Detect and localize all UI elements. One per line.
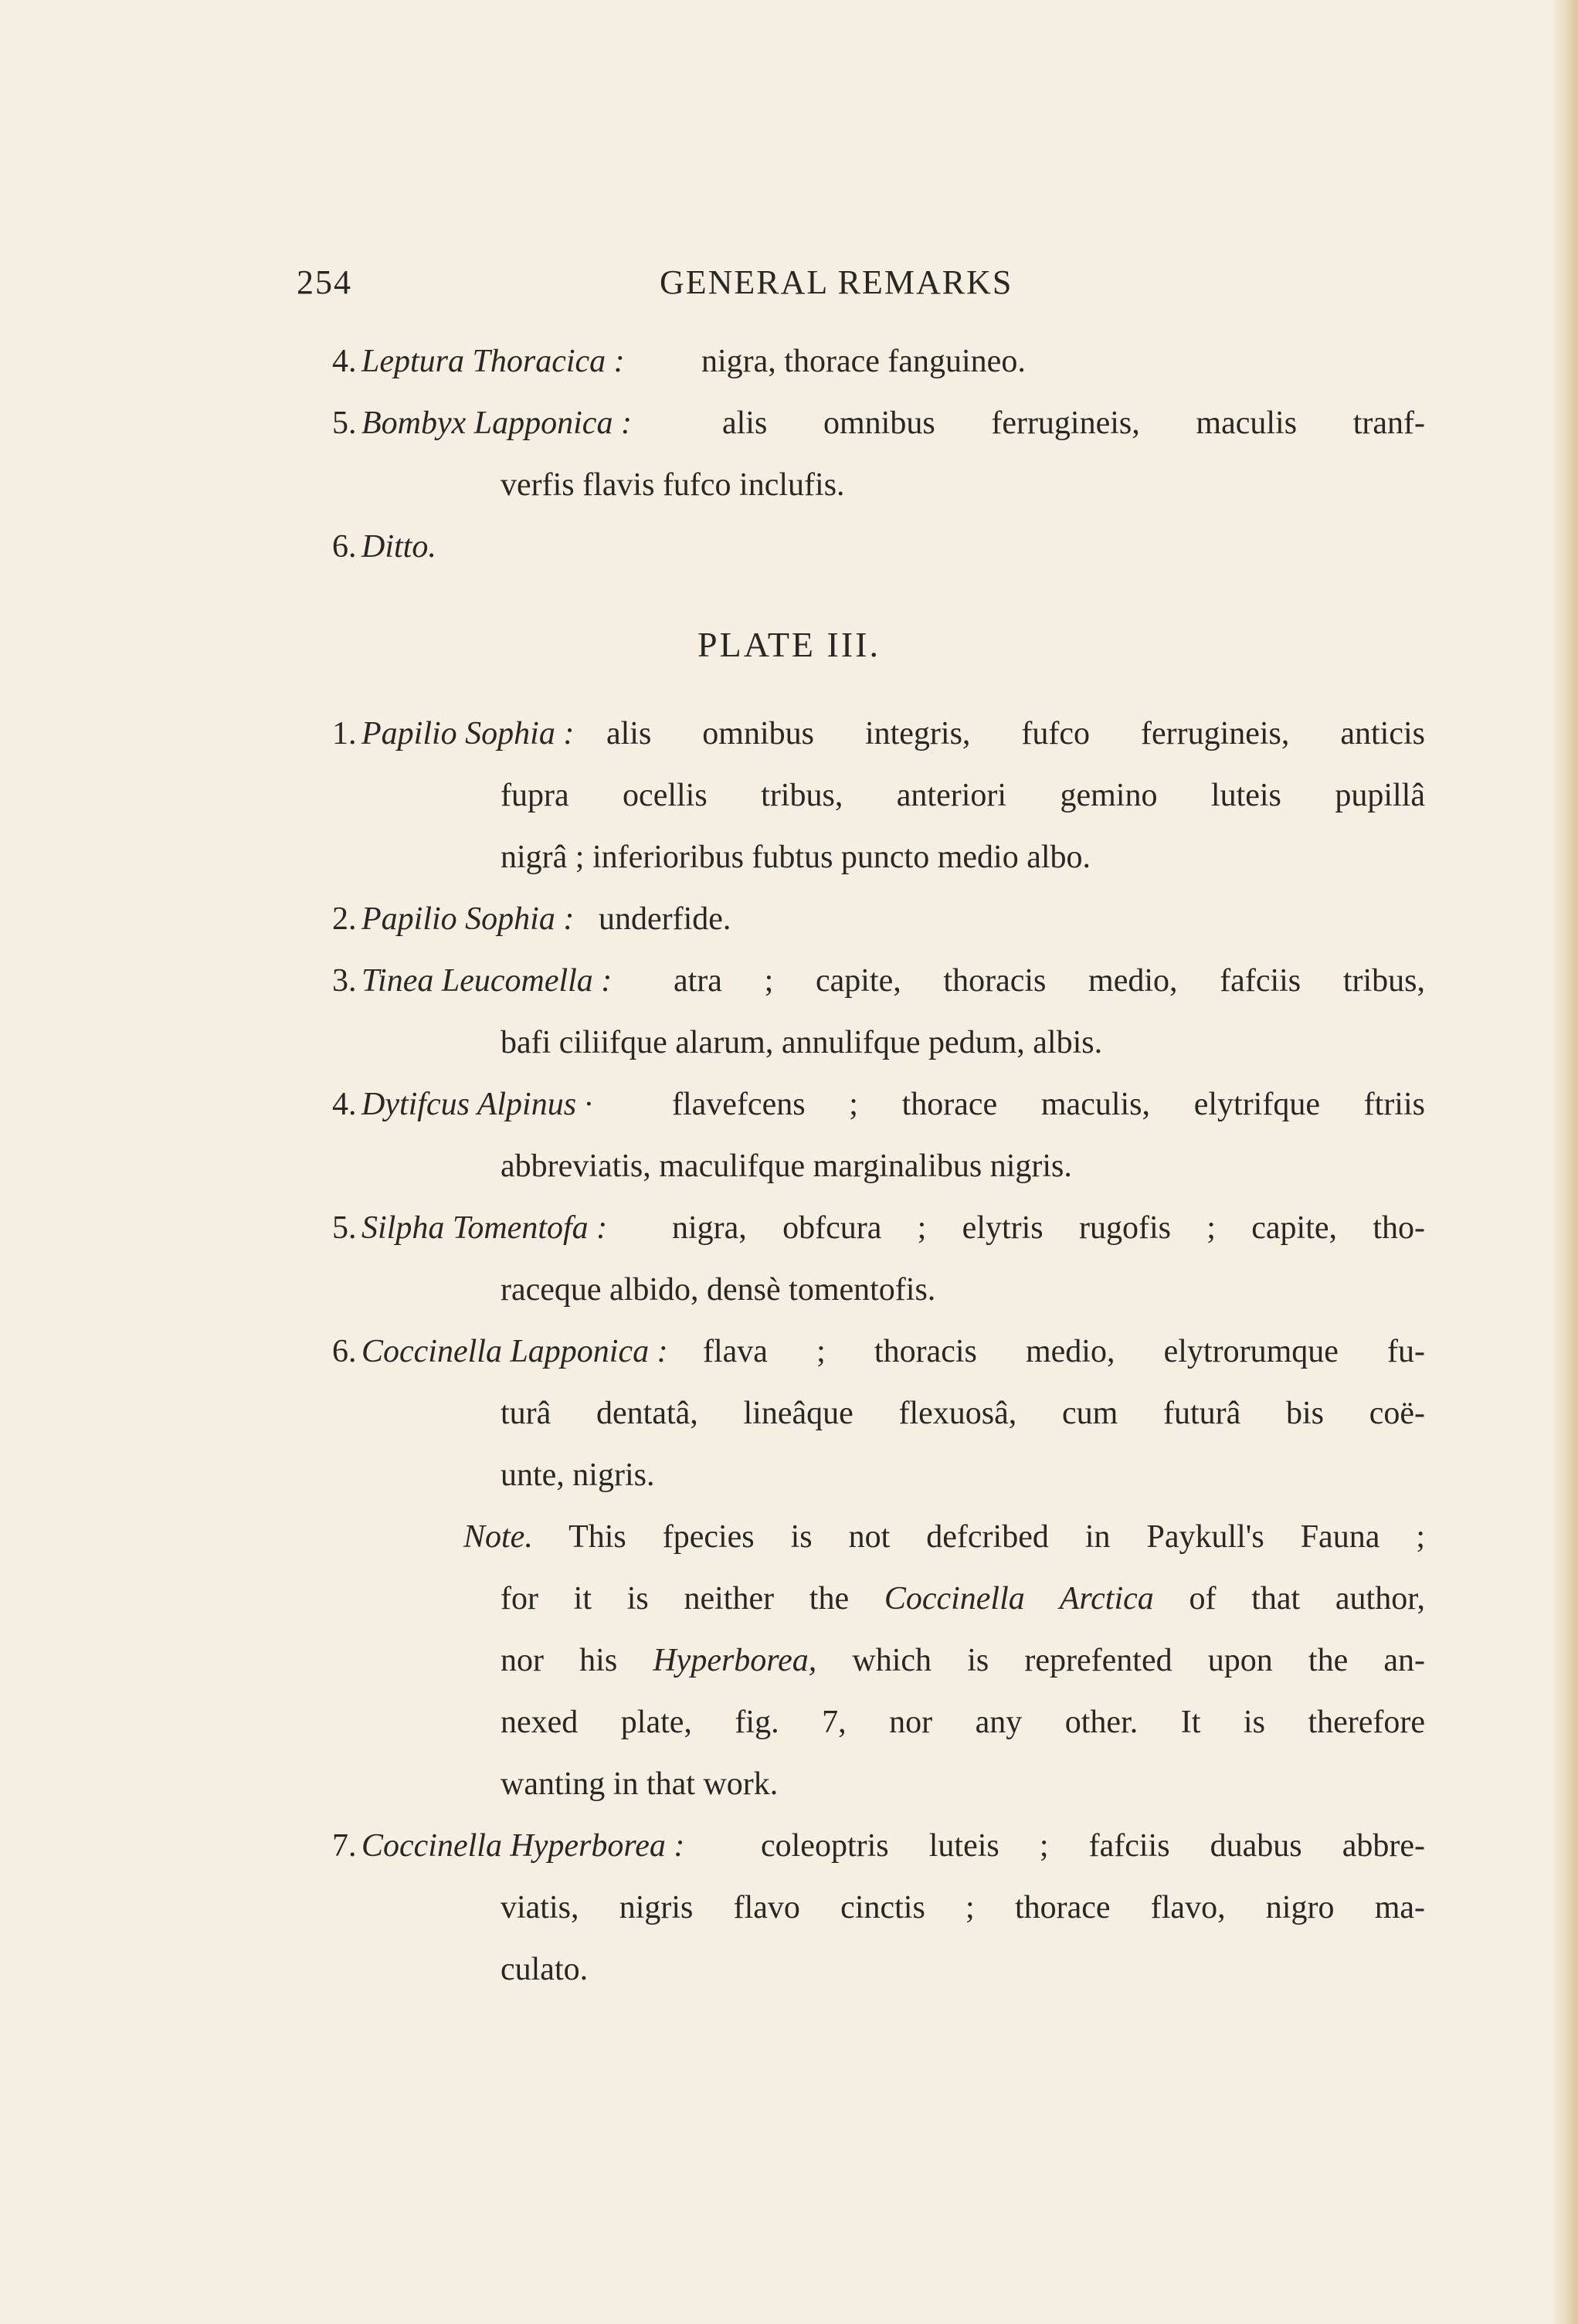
page-edge-shading bbox=[1552, 0, 1578, 2324]
note-species-ref: Hyperborea, bbox=[653, 1643, 817, 1678]
note-text: for it is neither the bbox=[501, 1581, 850, 1617]
plate-entry-4 bbox=[332, 1074, 1429, 1197]
note-text: This fpecies is not defcribed in Paykull's Fauna ; bbox=[568, 1519, 1425, 1555]
species-name: Coccinella Hyperborea : bbox=[361, 1828, 685, 1864]
species-name: Ditto. bbox=[361, 529, 436, 565]
entry-number: 4. bbox=[332, 344, 357, 379]
species-name: Silpha Tomentofa : bbox=[361, 1210, 608, 1246]
species-name: Bombyx Lapponica : bbox=[361, 405, 632, 441]
note-label: Note. bbox=[463, 1519, 533, 1555]
entry-description-line: fupra ocellis tribus, anteriori gemino luteis pupillâ bbox=[501, 778, 1425, 813]
entry-number: 7. bbox=[332, 1828, 357, 1864]
entry-description-line: underfide. bbox=[599, 901, 731, 937]
entry-number: 1. bbox=[332, 716, 357, 751]
entry-description-line: atra ; capite, thoracis medio, fafciis tribus, bbox=[674, 963, 1425, 999]
species-name: Leptura Thoracica : bbox=[361, 344, 625, 379]
entry-description-line: unte, nigris. bbox=[501, 1457, 655, 1493]
entry-description: nigra, thorace fanguineo. bbox=[701, 344, 1026, 379]
note-line-5: wanting in that work. bbox=[501, 1766, 779, 1802]
note-line-2 bbox=[501, 1568, 1425, 1630]
entry-description-line: bafi ciliifque alarum, annulifque pedum, albis. bbox=[501, 1025, 1103, 1060]
species-name: Papilio Sophia : bbox=[361, 716, 575, 751]
entry-description-line: abbreviatis, maculifque marginalibus nigris. bbox=[501, 1148, 1072, 1184]
entry-description-line: alis omnibus integris, fufco ferrugineis, anticis bbox=[606, 716, 1425, 751]
species-name: Coccinella Lapponica : bbox=[361, 1334, 668, 1369]
page-number: 254 bbox=[297, 263, 352, 301]
note-text: of that author, bbox=[1189, 1581, 1426, 1617]
entry-description-line: nigrâ ; inferioribus fubtus puncto medio albo. bbox=[501, 840, 1091, 875]
entry-description-line: flava ; thoracis medio, elytrorumque fu- bbox=[703, 1334, 1425, 1369]
note-line-3 bbox=[501, 1630, 1425, 1691]
plate-entry-6 bbox=[332, 1321, 1429, 1506]
plate-heading: PLATE III. bbox=[697, 625, 881, 664]
plate-entry-3 bbox=[332, 950, 1429, 1074]
note-species-ref: Coccinella Arctica bbox=[884, 1581, 1154, 1617]
entry-number: 3. bbox=[332, 963, 357, 999]
note-text: which is reprefented upon the an- bbox=[852, 1643, 1426, 1678]
entry-number: 4. bbox=[332, 1087, 357, 1122]
note-text: nor his bbox=[501, 1643, 618, 1678]
plate-entry-7 bbox=[332, 1815, 1429, 2000]
entry-description-line: verfis flavis fufco inclufis. bbox=[501, 467, 845, 503]
entry-description-line: viatis, nigris flavo cinctis ; thorace flavo, nigro ma- bbox=[501, 1890, 1425, 1925]
entry-number: 5. bbox=[332, 1210, 357, 1246]
page-header bbox=[0, 263, 1578, 309]
plate-entry-1 bbox=[332, 703, 1429, 888]
entry-description-line: turâ dentatâ, lineâque flexuosâ, cum futurâ bis coë- bbox=[501, 1396, 1425, 1431]
entry-description-line: raceque albido, densè tomentofis. bbox=[501, 1272, 936, 1308]
species-name: Papilio Sophia : bbox=[361, 901, 575, 937]
note-line-4: nexed plate, fig. 7, nor any other. It is therefore bbox=[501, 1705, 1425, 1740]
entry-description-line: alis omnibus ferrugineis, maculis tranf- bbox=[722, 405, 1425, 441]
entry-description-line: nigra, obfcura ; elytris rugofis ; capite, tho- bbox=[672, 1210, 1425, 1246]
plate-entry-5 bbox=[332, 1197, 1429, 1321]
entry-number: 2. bbox=[332, 901, 357, 937]
species-name: Tinea Leucomella : bbox=[361, 963, 613, 999]
running-head: GENERAL REMARKS bbox=[660, 263, 1013, 301]
note-paragraph bbox=[332, 1506, 1429, 1815]
entry-number: 5. bbox=[332, 405, 357, 441]
species-name: Dytifcus Alpinus · bbox=[361, 1087, 593, 1122]
entry-description-line: culato. bbox=[501, 1952, 589, 1987]
entry-description-line: coleoptris luteis ; fafciis duabus abbre- bbox=[761, 1828, 1425, 1864]
entry-number: 6. bbox=[332, 1334, 357, 1369]
entry-5 bbox=[332, 392, 1429, 516]
note-line-1 bbox=[463, 1506, 1425, 1568]
entry-description-line: flavefcens ; thorace maculis, elytrifque ftriis bbox=[672, 1087, 1425, 1122]
entry-number: 6. bbox=[332, 529, 357, 565]
